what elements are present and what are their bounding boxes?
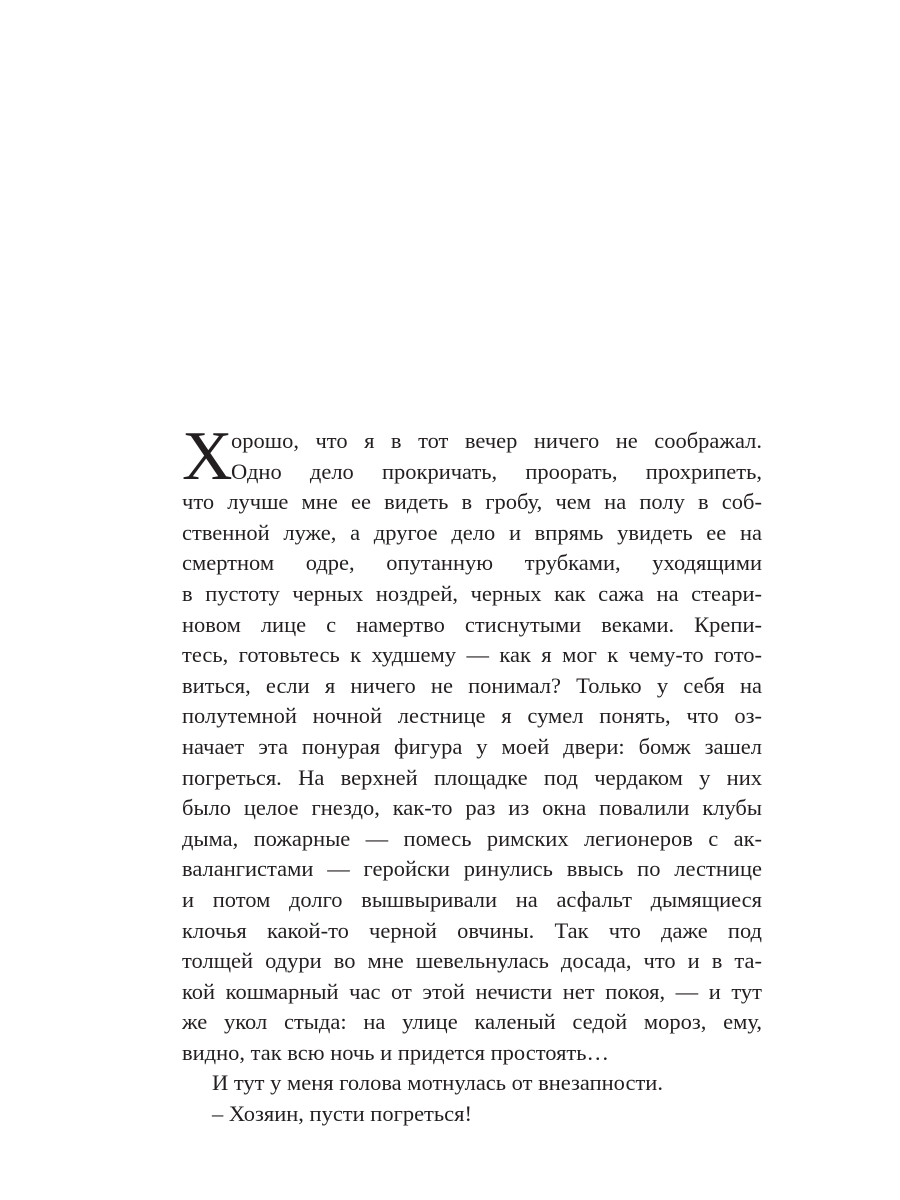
text-line: виться, если я ничего не понимал? Только у себя на — [182, 672, 762, 698]
text-line: погреться. На верхней площадке под чердаком у них — [182, 764, 762, 790]
text-line: ственной луже, а другое дело и впрямь увидеть ее на — [182, 519, 762, 545]
text-line: тесь, готовьтесь к худшему — как я мог к чему-то гото- — [182, 642, 762, 668]
paragraph-3: – Хозяин, пусти погреться! — [212, 1101, 472, 1127]
text-line: кой кошмарный час от этой нечисти нет покоя, — и тут — [182, 978, 762, 1004]
text-line: валангистами — геройски ринулись ввысь по лестнице — [182, 856, 762, 882]
text-line: орошо, что я в тот вечер ничего не соображал. — [231, 428, 762, 453]
text-line: новом лице с намертво стиснутыми веками. Крепи- — [182, 611, 762, 637]
text-line: смертном одре, опутанную трубками, уходящими — [182, 550, 762, 576]
text-line: дыма, пожарные — помесь римских легионеров с ак- — [182, 825, 762, 851]
text-line: же укол стыда: на улице каленый седой мороз, ему, — [182, 1009, 762, 1035]
text-line: что лучше мне ее видеть в гробу, чем на полу в соб- — [182, 489, 762, 515]
text-line: в пустоту черных ноздрей, черных как сажа на стеари- — [182, 580, 762, 606]
book-page-text — [182, 418, 762, 1130]
text-line: полутемной ночной лестнице я сумел понять, что оз- — [182, 703, 762, 729]
text-line: начает эта понурая фигура у моей двери: бомж зашел — [182, 733, 762, 759]
text-line: клочья какой-то черной овчины. Так что даже под — [182, 917, 762, 943]
text-line: Одно дело прокричать, проорать, прохрипеть, — [231, 458, 762, 484]
paragraph-1 — [182, 418, 762, 1068]
text-line: толщей одури во мне шевельнулась досада, что и в та- — [182, 948, 762, 974]
text-line: видно, так всю ночь и придется простоять… — [182, 1039, 610, 1065]
drop-cap: Х — [182, 418, 233, 495]
paragraph-2: И тут у меня голова мотнулась от внезапности. — [212, 1070, 663, 1096]
text-line: было целое гнездо, как-то раз из окна повалили клубы — [182, 795, 762, 821]
text-line: и потом долго вышвыривали на асфальт дымящиеся — [182, 886, 762, 912]
